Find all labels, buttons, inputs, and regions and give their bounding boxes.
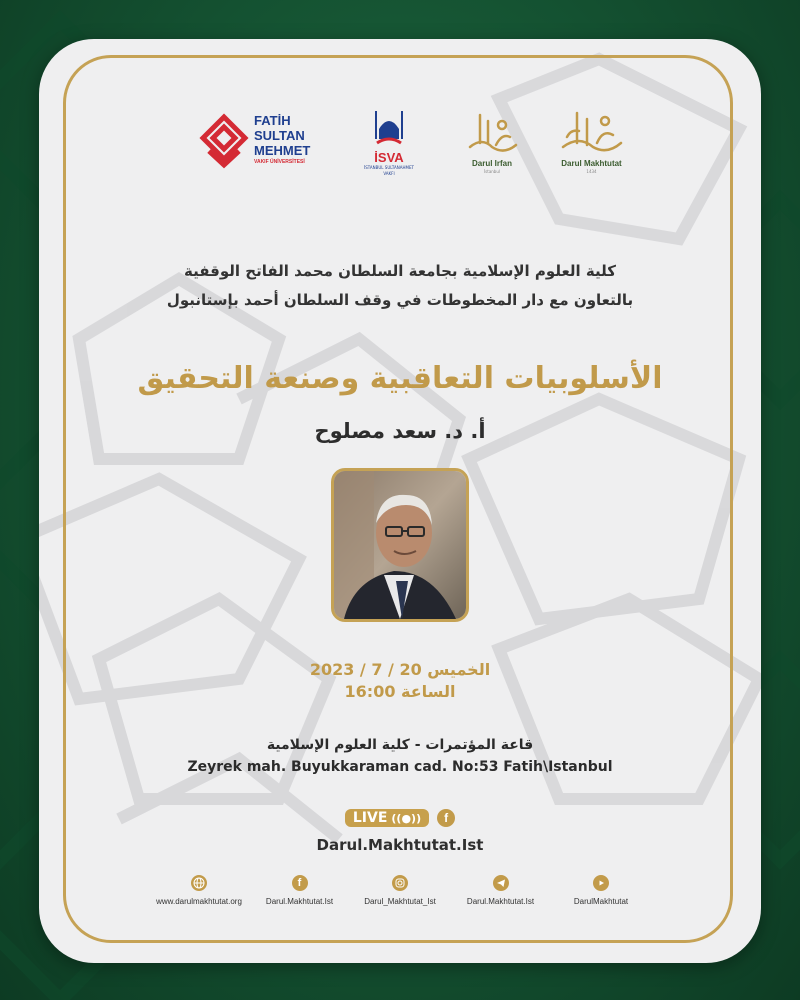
time-line: الساعة 16:00 [344,682,456,701]
isva-mosque-icon [369,107,409,147]
fsm-name-line3: MEHMET [254,143,311,158]
fsm-name-line1: FATİH [254,113,291,128]
date-line: الخميس 20 / 7 / 2023 [309,660,491,679]
darul-irfan-name: Darul Irfan [471,159,512,168]
broadcast-icon: ((●)) [391,811,422,825]
darul-makhtutat-calligraphy-icon [557,107,627,155]
darul-irfan-sub: İstanbul [483,169,500,174]
footer-telegram[interactable] [451,875,551,906]
fsm-university-logo [199,107,319,187]
darul-makhtutat-logo [549,107,634,187]
instagram-icon [392,875,408,891]
event-card [39,39,761,963]
fsm-name-line2: SULTAN [254,128,305,143]
isva-name: İSVA [374,150,404,165]
live-label: LIVE [352,810,388,826]
speaker-photo [331,468,469,622]
darul-makhtutat-sub: 1434 [586,169,597,174]
telegram-icon [493,875,509,891]
footer-instagram[interactable] [350,875,450,906]
event-date [39,659,761,703]
footer-website[interactable] [149,875,249,906]
youtube-icon [593,875,609,891]
social-footer [149,875,651,906]
darul-irfan-calligraphy-icon [462,107,522,155]
footer-telegram-text: Darul.Makhtutat.Ist [466,897,535,906]
isva-sub2: VAKFI [383,171,395,176]
speaker-portrait-image [334,471,466,619]
facebook-icon: f [292,875,308,891]
live-row [39,809,761,827]
intro-line1: كلية العلوم الإسلامية بجامعة السلطان محمد الفاتح الوقفية [184,262,616,280]
facebook-live-icon[interactable]: f [437,809,455,827]
footer-facebook-text: Darul.Makhtutat.Ist [265,897,334,906]
intro-text [39,257,761,315]
isva-sub1: İSTANBUL SULTANAHMET [364,165,414,170]
fsm-name-line4: VAKIF ÜNİVERSİTESİ [254,159,305,165]
live-handle[interactable]: Darul.Makhtutat.Ist [316,836,484,854]
globe-icon [191,875,207,891]
footer-instagram-text: Darul_Makhtutat_Ist [364,897,436,906]
speaker-name: أ. د. سعد مصلوح [314,419,486,443]
event-title: الأسلوبيات التعاقبية وصنعة التحقيق [137,361,663,396]
logos-row [189,107,622,187]
venue-name: قاعة المؤتمرات - كلية العلوم الإسلامية [266,737,534,753]
intro-line2: بالتعاون مع دار المخطوطات في وقف السلطان أحمد بإستانبول [166,291,634,309]
event-venue [39,734,761,778]
footer-facebook[interactable] [250,875,350,906]
footer-website-text: www.darulmakhtutat.org [156,897,242,906]
footer-youtube-text: DarulMakhtutat [573,897,629,906]
darul-makhtutat-name: Darul Makhtutat [561,159,622,168]
live-badge[interactable] [345,809,429,827]
venue-address: Zeyrek mah. Buyukkaraman cad. No:53 Fatih\Istanbul [187,759,613,775]
isva-logo [354,107,424,187]
fsm-mark-icon [199,113,249,169]
darul-irfan-logo [457,107,527,187]
footer-youtube[interactable] [551,875,651,906]
